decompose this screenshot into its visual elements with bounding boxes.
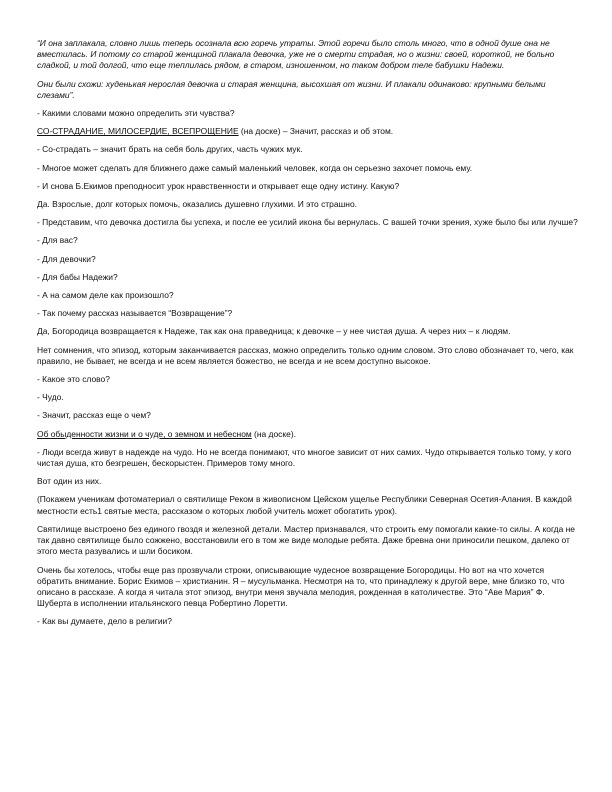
question-pochemu: - Так почему рассказ называется “Возвращение”? (37, 308, 233, 319)
paragraph-vzroslye: Да. Взрослые, долг которых помочь, оказались душевно глухими. И это страшно. (37, 199, 358, 210)
board-note-2: (на доске). (251, 428, 297, 439)
question-kakoe-slovo: - Какое это слово? (37, 374, 110, 385)
paragraph-vot-odin: Вот один из них. (37, 476, 102, 487)
board-words-line (37, 126, 580, 137)
question-dlya-baby: - Для бабы Надежи? (37, 271, 118, 282)
question-religii: - Как вы думаете, дело в религии? (37, 616, 172, 627)
paragraph-predstavim: - Представим, что девочка достигла бы успеха, и после ее усилий икона бы вернулась. С вашей точки зрения, хуже было бы или лучше? (37, 217, 578, 228)
question-o-chem: - Значит, рассказ еще о чем? (37, 410, 151, 421)
paragraph-sostradat: - Со-страдать – значит брать на себя боль других, часть чужих мук. (37, 144, 303, 155)
quote-paragraph-2: Они были схожи: худенькая нерослая девочка и старая женщина, высохшая от жизни. И плакали одинаково: крупными белыми слезами”. (37, 78, 546, 100)
paragraph-net-somneniya: Нет сомнения, что эпизод, которым заканчивается рассказ, можно определить только одним словом. Это слово обозначает то, чего, как правило, не бывает, не всегда и не всем является божество, не всегда и не всем доступно высокое. (37, 344, 574, 366)
paragraph-bogoroditsa: Да, Богородица возвращается к Надеже, так как она праведница; к девочке – у нее чистая душа. А через них – к людям. (37, 326, 511, 337)
document-page (37, 38, 580, 635)
board-topic-line (37, 429, 580, 440)
board-note-1: (на доске) – Значит, рассказ и об этом. (238, 126, 394, 137)
question-dlya-devochki: - Для девочки? (37, 253, 96, 264)
paragraph-lyudi: - Люди всегда живут в надежде на чудо. Но не всегда понимают, что многое зависит от них самих. Чудо открывается только тому, у кого чистая душа, кто безгрешен, бескорыстен. Примеров тому много. (37, 446, 572, 469)
paragraph-pomoch: - Многое может сделать для ближнего даже самый маленький человек, когда он серьезно захочет помочь ему. (37, 162, 473, 173)
paragraph-pokazhem: (Покажем ученикам фотоматериал о святилище Реком в живописном Цейском ущелье Республики Северная Осетия-Алания. В каждой местности есть1 святые места, рассказом о которых любой учитель может обогатить урок). (37, 494, 572, 516)
answer-chudo: - Чудо. (37, 392, 64, 403)
paragraph-urok: - И снова Б.Екимов преподносит урок нравственности и открывает еще одну истину. Какую? (37, 180, 400, 191)
quote-paragraph-1: “И она заплакала, словно лишь теперь осознала всю горечь утраты. Этой горечи было столь много, что в одной душе она не вместилась. И потому со старой женщиной плакала девочка, уже не о смерти страдая, но о жизни: своей, короткой, не больно сладкой, и той долгой, что еще теплилась рядом, в старом, изношенном, но таком добром теле бабушки Надежи. (37, 38, 555, 71)
paragraph-ochen-by: Очень бы хотелось, чтобы еще раз прозвучали строки, описывающие чудесное возвращение Богородицы. Но вот на что хочется обратить внимание. Борис Екимов – христианин. Я – мусульманка. Несмотря на то, что принадлежу к другой вере, мне близко то, что описано в рассказе. А когда я читала этот эпизод, внутри меня звучала мелодия, рожденная в католичестве. Это “Аве Мария” Ф. Шуберта в исполнении итальянского певца Робертино Лоретти. (37, 564, 565, 609)
question-na-samom: - А на самом деле как произошло? (37, 290, 174, 301)
question-dlya-vas: - Для вас? (37, 235, 78, 246)
board-words: СО-СТРАДАНИЕ, МИЛОСЕРДИЕ, ВСЕПРОЩЕНИЕ (37, 126, 239, 137)
paragraph-svyatilische: Святилище выстроено без единого гвоздя и железной детали. Мастер признавался, что строить ему помогали какие-то силы. А когда не так давно святилище было сожжено, восстановили его в том же виде молодые ребята. Даже бревна они приносили пешком, далеко от этого места разувались и шли босиком. (37, 523, 575, 557)
board-topic: Об обыденности жизни и о чуде, о земном и небесном (37, 428, 252, 439)
question-feelings: - Какими словами можно определить эти чувства? (37, 108, 235, 119)
